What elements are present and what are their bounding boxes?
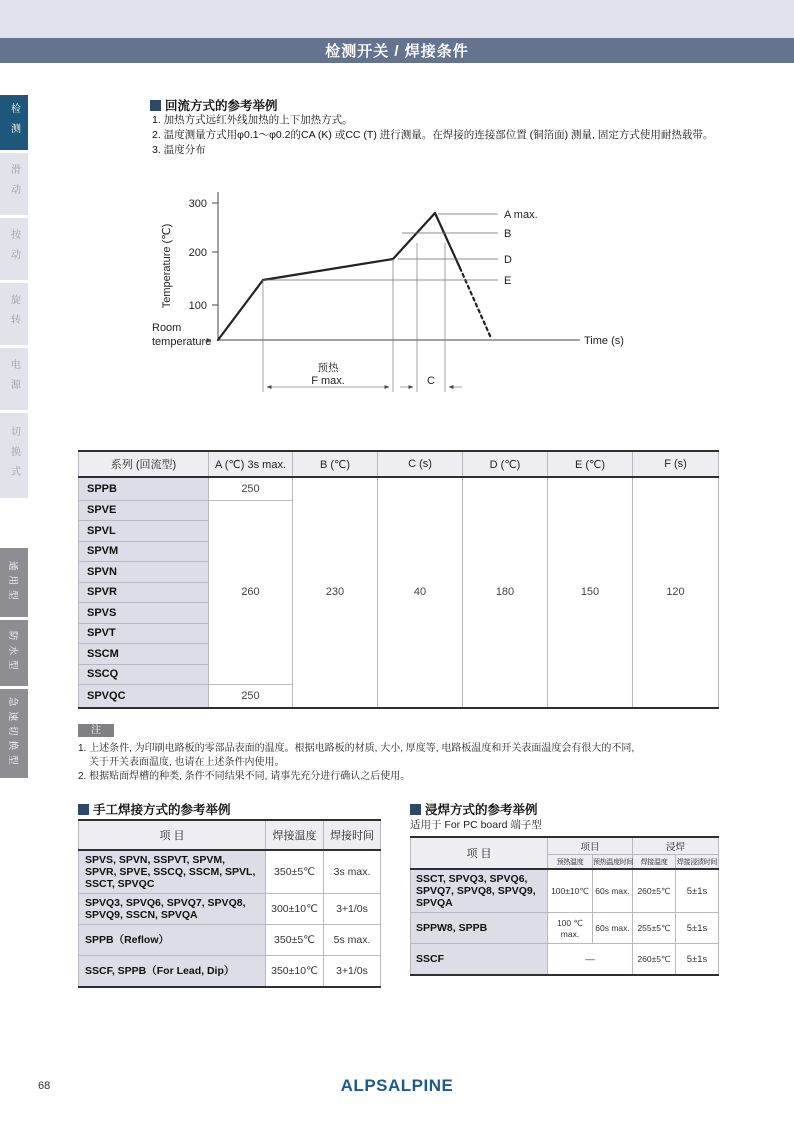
sidebar-tab-label: 通用型 xyxy=(7,560,18,605)
reflow-table-header-row xyxy=(79,451,719,477)
series-cell: SPVE xyxy=(79,500,209,521)
dip-time-cell: 5±1s xyxy=(676,869,719,913)
value-c: 40 xyxy=(378,477,463,708)
table-row xyxy=(79,925,381,956)
y-axis-label: Temperature (℃) xyxy=(161,223,173,309)
reflow-note-item: 2. 温度测量方式用φ0.1～φ0.2的CA (K) 或CC (T) 进行测量。在焊接的连接部位置 (铜箔面) 测量, 固定方式使用耐热载带。 xyxy=(152,128,714,141)
series-cell: SPVR xyxy=(79,582,209,603)
table-row xyxy=(411,944,719,976)
dip-time-cell: 5±1s xyxy=(676,944,719,976)
sidebar-tab-label: 滑动 xyxy=(8,164,20,204)
reflow-section-title: 回流方式的参考举例 xyxy=(150,96,278,114)
series-cell: SSCQ xyxy=(79,664,209,685)
solder-temp-cell: 260±5℃ xyxy=(633,869,676,913)
temp-cell: 350±10℃ xyxy=(266,956,324,988)
sidebar-tab-detection[interactable] xyxy=(0,95,28,150)
ytick-200: 200 xyxy=(188,247,207,259)
temp-cell: 350±5℃ xyxy=(266,850,324,894)
value-a: 250 xyxy=(209,477,293,500)
dip-time-cell: 5±1s xyxy=(676,913,719,944)
section-square-icon xyxy=(150,100,161,111)
series-cell: SPPB xyxy=(79,477,209,500)
table-row xyxy=(79,956,381,988)
chart-profile-line xyxy=(218,213,491,340)
page-number: 68 xyxy=(38,1080,51,1092)
sidebar-tab-slide[interactable] xyxy=(0,153,28,215)
note-line: 关于开关表面温度, 也请在上述条件内使用。 xyxy=(89,757,285,768)
value-d: 180 xyxy=(463,477,548,708)
time-cell: 3+1/0s xyxy=(324,956,381,988)
value-e: 150 xyxy=(548,477,633,708)
preheat-merged-cell: — xyxy=(548,944,633,976)
sub-header-dip-time: 焊接浸渍时间 xyxy=(676,855,719,870)
preheat-time-cell: 60s max. xyxy=(593,913,633,944)
section-square-icon xyxy=(78,804,89,815)
label-d: D xyxy=(504,254,512,266)
sidebar-tab-label: 急速切换型 xyxy=(7,697,18,770)
solder-temp-cell: 255±5℃ xyxy=(633,913,676,944)
fmax-label: F max. xyxy=(311,375,345,387)
room-temp-label: Room xyxy=(152,322,182,334)
note-badge: 注 xyxy=(78,724,114,737)
dip-table-group-header-row xyxy=(411,837,719,855)
col-header-items: 项 目 xyxy=(79,820,266,850)
col-header-e: E (℃) xyxy=(548,451,633,477)
series-cell: SPVT xyxy=(79,623,209,644)
series-cell: SPVL xyxy=(79,521,209,542)
sub-header-preheat-time: 预热温度时间 xyxy=(593,855,633,870)
ytick-100: 100 xyxy=(188,300,207,312)
hand-soldering-table xyxy=(78,819,381,988)
solder-temp-cell: 260±5℃ xyxy=(633,944,676,976)
sidebar-tab-waterproof-type[interactable] xyxy=(0,620,28,686)
table-row xyxy=(79,850,381,894)
col-header-b: B (℃) xyxy=(293,451,378,477)
value-a: 250 xyxy=(209,685,293,708)
sidebar-tab-label: 检测 xyxy=(8,102,20,143)
reflow-note-item: 1. 加热方式远红外线加热的上下加热方式。 xyxy=(152,114,353,126)
items-cell: SSCT, SPVQ3, SPVQ6, SPVQ7, SPVQ8, SPVQ9, SPVQA xyxy=(411,869,548,913)
sidebar-tab-toggle[interactable] xyxy=(0,413,28,498)
page-title: 检测开关 / 焊接条件 xyxy=(325,43,469,60)
c-label: C xyxy=(427,375,435,387)
group-header-dip: 浸焊 xyxy=(633,837,719,855)
preheat-temp-cell: 100 ℃ max. xyxy=(548,913,593,944)
series-cell: SPVQC xyxy=(79,685,209,708)
label-e: E xyxy=(504,275,512,287)
alpsalpine-logo: ALPSALPINE xyxy=(340,1076,454,1095)
hand-solder-section-title: 手工焊接方式的参考举例 xyxy=(78,800,231,818)
hand-table-header-row xyxy=(79,820,381,850)
sub-header-solder-temp: 焊接温度 xyxy=(633,855,676,870)
col-header-a: A (℃) 3s max. xyxy=(209,451,293,477)
page-top-band xyxy=(0,0,794,38)
sidebar-tab-power[interactable] xyxy=(0,348,28,410)
series-cell: SPVM xyxy=(79,541,209,562)
series-cell: SSCM xyxy=(79,644,209,665)
preheat-temp-cell: 100±10℃ xyxy=(548,869,593,913)
col-header-c: C (s) xyxy=(378,451,463,477)
reflow-temperature-chart xyxy=(150,180,640,412)
sidebar-tab-quick-switch-type[interactable] xyxy=(0,689,28,778)
sidebar-tab-label: 电源 xyxy=(8,359,20,399)
temp-cell: 300±10℃ xyxy=(266,894,324,925)
items-cell: SPPB（Reflow） xyxy=(79,925,266,956)
value-f: 120 xyxy=(633,477,719,708)
series-cell: SPVN xyxy=(79,562,209,583)
sidebar-tab-label: 切换式 xyxy=(8,425,20,486)
label-b: B xyxy=(504,228,512,240)
value-b: 230 xyxy=(293,477,378,708)
sidebar-tab-label: 防水型 xyxy=(7,631,18,675)
note-line: 1. 上述条件, 为印刷电路板的零部品表面的温度。根据电路板的材质, 大小, 厚度等, 电路板温度和开关表面温度会有很大的不同, xyxy=(78,743,635,754)
sidebar-tab-general-type[interactable] xyxy=(0,548,28,617)
table-row xyxy=(79,477,719,500)
table-row xyxy=(411,869,719,913)
page-header-bar xyxy=(0,38,794,63)
items-cell: SPPW8, SPPB xyxy=(411,913,548,944)
sidebar-tab-label: 旋转 xyxy=(8,294,20,334)
col-header-series: 系列 (回流型) xyxy=(79,451,209,477)
ytick-300: 300 xyxy=(188,198,207,210)
time-cell: 3+1/0s xyxy=(324,894,381,925)
items-cell: SSCF, SPPB（For Lead, Dip） xyxy=(79,956,266,988)
col-header-f: F (s) xyxy=(633,451,719,477)
col-header-solder-time: 焊接时间 xyxy=(324,820,381,850)
reflow-notes-list xyxy=(152,113,713,157)
col-header-d: D (℃) xyxy=(463,451,548,477)
group-header-preheat: 项目 xyxy=(548,837,633,855)
items-cell: SPVQ3, SPVQ6, SPVQ7, SPVQ8, SPVQ9, SSCN, SPVQA xyxy=(79,894,266,925)
sub-header-preheat-temp: 预热温度 xyxy=(548,855,593,870)
sidebar-tab-push[interactable] xyxy=(0,218,28,280)
note-line: 2. 根据贴面焊槽的种类, 条件不同结果不同, 请事先充分进行确认之后使用。 xyxy=(78,771,411,782)
items-cell: SPVS, SPVN, SSPVT, SPVM, SPVR, SPVE, SSCQ, SSCM, SPVL, SSCT, SPVQC xyxy=(79,850,266,894)
series-cell: SPVS xyxy=(79,603,209,624)
room-temp-label: temperature xyxy=(152,336,212,348)
dip-solder-section-title: 浸焊方式的参考举例 xyxy=(410,800,538,818)
items-cell: SSCF xyxy=(411,944,548,976)
table-row xyxy=(411,913,719,944)
preheat-time-cell: 60s max. xyxy=(593,869,633,913)
section-square-icon xyxy=(410,804,421,815)
note-lines xyxy=(78,742,634,784)
col-header-solder-temp: 焊接温度 xyxy=(266,820,324,850)
dip-soldering-table xyxy=(410,836,719,976)
temp-cell: 350±5℃ xyxy=(266,925,324,956)
sidebar-tab-rotary[interactable] xyxy=(0,283,28,345)
reflow-conditions-table xyxy=(78,450,719,709)
time-cell: 3s max. xyxy=(324,850,381,894)
table-row xyxy=(79,894,381,925)
label-a-max: A max. xyxy=(504,209,538,221)
reflow-note-item: 3. 温度分布 xyxy=(152,143,206,156)
value-a-merged: 260 xyxy=(209,500,293,685)
sidebar-tab-label: 按动 xyxy=(8,229,20,269)
time-cell: 5s max. xyxy=(324,925,381,956)
x-axis-label: Time (s) xyxy=(584,335,624,347)
preheat-label: 预热 xyxy=(317,362,339,374)
col-header-items: 项 目 xyxy=(411,837,548,869)
notes-section xyxy=(78,720,634,784)
dip-solder-subtitle: 适用于 For PC board 端子型 xyxy=(410,819,542,831)
